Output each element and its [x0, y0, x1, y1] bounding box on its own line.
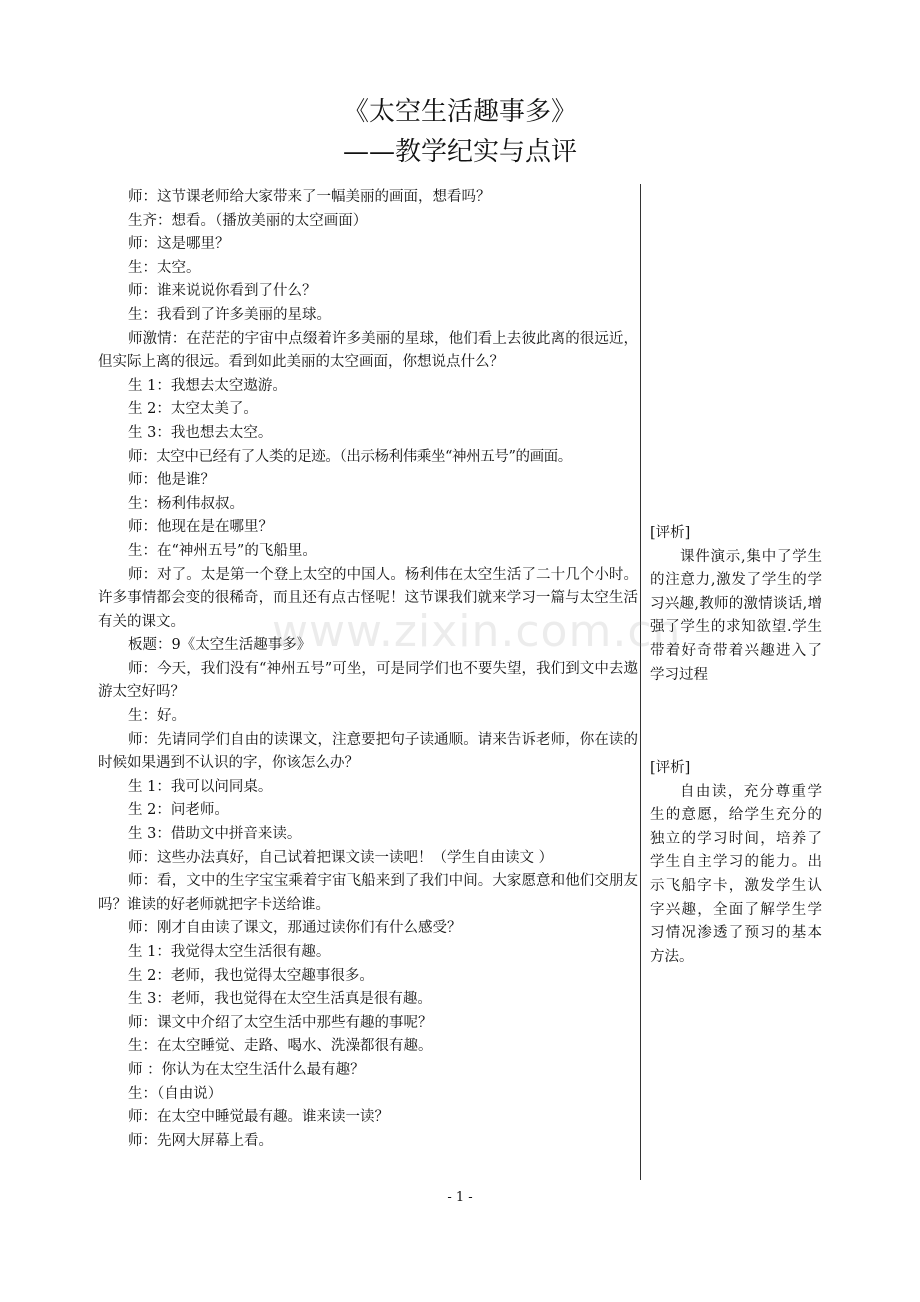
dialogue-line: 师：刚才自由读了课文，那通过读你们有什么感受？	[128, 920, 462, 937]
dialogue-line: 生 1：我可以问同桌。	[128, 778, 273, 795]
dialogue-line: 生：在“神州五号”的飞船里。	[128, 542, 317, 559]
page-number: - 1 -	[447, 1190, 473, 1205]
dialogue-line: 师：这节课老师给大家带来了一幅美丽的画面，想看吗？	[128, 189, 491, 205]
dialogue-line: 师：在太空中睡觉最有趣。谁来读一读？	[128, 1109, 389, 1126]
dialogue-line: 师：先网大屏幕上看。	[128, 1132, 273, 1149]
dialogue-line: 生 2：太空太美了。	[128, 401, 258, 418]
dialogue-line: 师：对了。太是第一个登上太空的中国人。杨利伟在太空生活了二十几个小时。许多事情都会变的很稀奇，而且还有点古怪呢！这节课我们就来学习一篇与太空生活有关的课文。	[98, 566, 638, 630]
dialogue-line: 生 1：我想去太空遨游。	[128, 377, 287, 394]
dialogue-line: 生 3：我也想去太空。	[128, 424, 273, 441]
document-title: 《太空生活趣事多》	[342, 97, 577, 127]
dialogue-line: 生 3：老师，我也觉得在太空生活真是很有趣。	[128, 991, 432, 1008]
commentary-heading: [评析]	[650, 525, 691, 541]
dialogue-line: 师激情：在茫茫的宇宙中点缀着许多美丽的星球，他们看上去彼此离的很远近，但实际上离的很远。看到如此美丽的太空画面，你想说点什么？	[98, 330, 638, 371]
dialogue-line: 板题：9《太空生活趣事多》	[128, 637, 312, 654]
dialogue-line: 生 2：问老师。	[128, 802, 229, 819]
dialogue-line: 生齐：想看。（播放美丽的太空画面）	[128, 212, 368, 229]
commentary-heading: [评析]	[650, 760, 691, 776]
commentary-note	[650, 757, 822, 969]
watermark: www.zixin.com.cn	[272, 606, 682, 657]
dialogue-line: 生 3：借助文中拼音来读。	[128, 826, 302, 843]
dialogue-line: 生：我看到了许多美丽的星球。	[128, 306, 331, 323]
dialogue-line: 生 1：我觉得太空生活很有趣。	[128, 944, 331, 960]
commentary-note	[650, 522, 822, 687]
dialogue-line: 生：杨利伟叔叔。	[128, 495, 244, 512]
dialogue-line: 生：太空。	[128, 259, 201, 276]
dialogue-line: 师：这是哪里？	[128, 236, 230, 253]
column-divider	[640, 184, 641, 1180]
dialogue-line: 生：好。	[128, 708, 186, 725]
dialogue-line: 师：这些办法真好，自己试着把课文读一读吧！（学生自由读文 ）	[128, 849, 554, 866]
dialogue-line: 师：看，文中的生字宝宝乘着宇宙飞船来到了我们中间。大家愿意和他们交朋友吗？谁读的好老师就把字卡送给谁。	[98, 873, 638, 913]
dialogue-line: 师：太空中已经有了人类的足迹。（出示杨利伟乘坐“神州五号”的画面。	[128, 448, 572, 465]
dialogue-line: 师 ：你认为在太空生活什么最有趣？	[128, 1061, 365, 1078]
dialogue-line: 师：课文中介绍了太空生活中那些有趣的事呢？	[128, 1014, 433, 1031]
dialogue-line: 师：他是谁？	[128, 472, 215, 489]
document-subtitle: ——教学纪实与点评	[342, 137, 577, 167]
dialogue-line: 师：他现在是在哪里？	[128, 519, 273, 536]
dialogue-line: 生 2：老师，我也觉得太空趣事很多。	[128, 967, 374, 984]
dialogue-line: 师：先请同学们自由的读课文，注意要把句子读通顺。请来告诉老师，你在读的时候如果遇到不认识的字，你该怎么办？	[98, 731, 638, 772]
lesson-transcript	[98, 186, 638, 1153]
dialogue-line: 师：谁来说说你看到了什么？	[128, 283, 317, 300]
dialogue-line: 生：（自由说）	[128, 1085, 223, 1102]
dialogue-line: 生：在太空睡觉、走路、喝水、洗澡都很有趣。	[128, 1038, 433, 1055]
dialogue-line: 师：今天，我们没有“神州五号”可坐，可是同学们也不要失望，我们到文中去遨游太空好吗？	[98, 660, 638, 701]
commentary-text: 课件演示,集中了学生的注意力,激发了学生的学习兴趣,教师的激情谈话,增强了学生的求知欲望.学生带着好奇带着兴趣进入了学习过程	[650, 548, 822, 683]
commentary-text: 自由读，充分尊重学生的意愿，给学生充分的独立的学习时间，培养了学生自主学习的能力。出示飞船字卡，激发学生认字兴趣，全面了解学生学习情况渗透了预习的基本方法。	[650, 783, 822, 965]
